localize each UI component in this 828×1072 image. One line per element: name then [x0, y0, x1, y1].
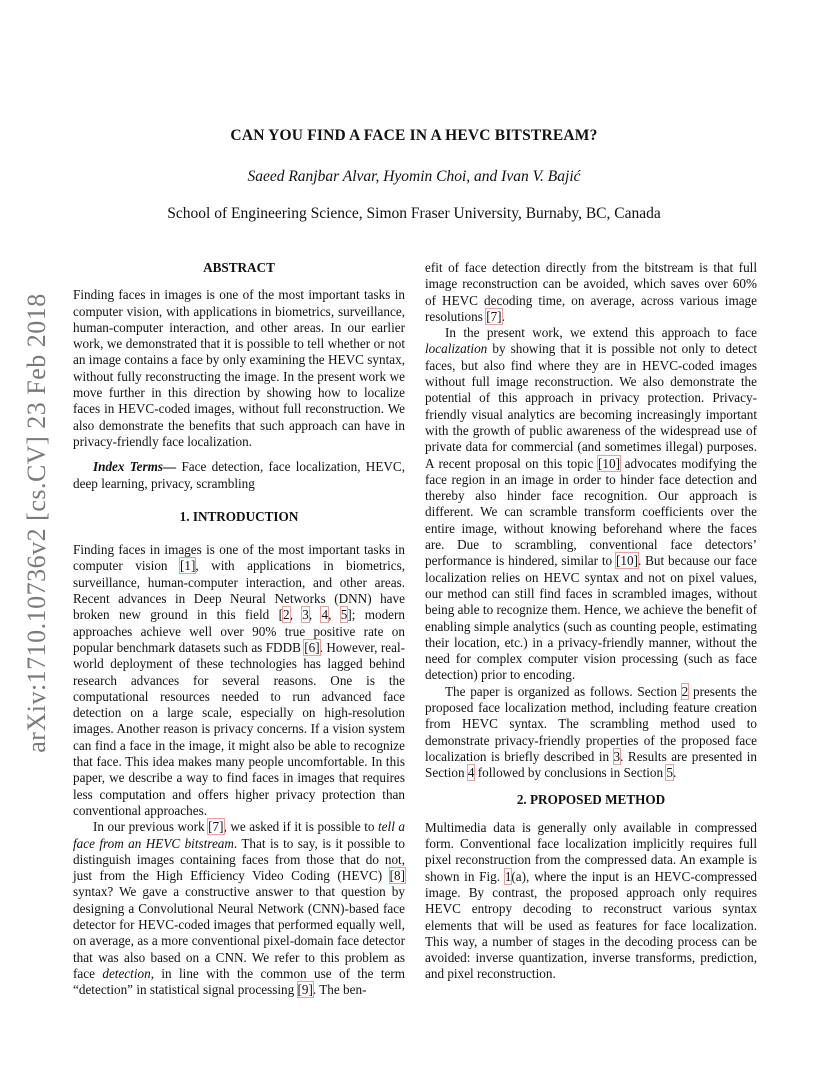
- left-column: [73, 260, 405, 998]
- citation-link[interactable]: [10]: [616, 553, 638, 569]
- citation-link[interactable]: [1]: [180, 558, 196, 574]
- intro-paragraph-3: In the present work, we extend this approach to face localization by showing that it is possible not only to detect faces, but also find where they are in HEVC-coded images without full image reconstruction. We also demonstrate the potential of this approach in privacy protection. Privacy-friendly visual analytics are becoming increasingly important with the growth of public awareness of the widespread use of private data for commercial (and sometimes illegal) purposes. A recent proposal on this topic [10] advocates modifying the face region in an image in order to hinder face detection and thereby also hinder face recognition. Our approach is different. We can scramble transform coefficients over the entire image, without knowing beforehand where the faces are. Due to scrambling, conventional face detectors’ performance is hindered, similar to [10]. But because our face localization relies on HEVC syntax and not on pixel values, our method can still find faces in scrambled images, without being able to recognize them. Hence, we achieve the benefit of enabling simple analytics (such as counting people, estimating their location, etc.) in a privacy-friendly manner, without the need for complex computer vision processing (such as face detection) prior to encoding.: [425, 325, 758, 683]
- citation-link[interactable]: [9]: [297, 982, 313, 998]
- section-link[interactable]: 4: [467, 765, 475, 781]
- arxiv-identifier-text: arXiv:1710.10736v2 [cs.CV] 23 Feb 2018: [22, 293, 52, 753]
- section-link[interactable]: 3: [613, 748, 621, 764]
- arxiv-identifier: [22, 286, 52, 760]
- paper-authors: Saeed Ranjbar Alvar, Hyomin Choi, and Ivan V. Bajić: [247, 168, 581, 185]
- citation-link[interactable]: 4: [321, 607, 329, 623]
- paper-affiliation: School of Engineering Science, Simon Fraser University, Burnaby, BC, Canada: [167, 205, 661, 222]
- citation-link[interactable]: 2: [282, 607, 290, 623]
- citation-link[interactable]: [10]: [598, 455, 620, 471]
- section-link[interactable]: 2: [681, 683, 689, 699]
- introduction-heading: 1. INTRODUCTION: [179, 508, 299, 524]
- citation-link[interactable]: 3: [302, 607, 309, 623]
- citation-link[interactable]: [7]: [208, 819, 224, 835]
- paper-title: CAN YOU FIND A FACE IN A HEVC BITSTREAM?: [230, 127, 598, 144]
- intro-paragraph-4: The paper is organized as follows. Section 2 presents the proposed face localization method, including feature creation from HEVC syntax. The scrambling method used to demonstrate privacy-friendly properties of the proposed face localization is briefly described in 3. Results are presented in Section 4 followed by conclusions in Section 5.: [425, 683, 757, 781]
- citation-link[interactable]: 5: [340, 607, 348, 623]
- method-heading: 2. PROPOSED METHOD: [516, 791, 666, 807]
- index-terms-text: Face detection, face localization, HEVC, deep learning, privacy, scrambling: [73, 459, 405, 491]
- abstract-text: Finding faces in images is one of the most important tasks in computer vision, with applications in biometrics, surveillance, human-computer interaction, and other areas. In our earlier work, we demonstrated that it is possible to tell whether or not an image contains a face by only examining the HEVC syntax, without fully reconstructing the image. In the present work we move further in this direction by showing how to localize faces in HEVC-coded images, without full reconstruction. We also demonstrate the benefits that such approach can have in privacy-friendly face localization.: [73, 287, 405, 449]
- citation-link[interactable]: [6]: [304, 639, 320, 655]
- index-terms-label: Index Terms—: [93, 459, 177, 475]
- index-terms: [73, 459, 405, 492]
- right-column: [425, 260, 757, 983]
- abstract-heading: ABSTRACT: [203, 260, 275, 275]
- section-link[interactable]: 5: [666, 765, 673, 781]
- citation-link[interactable]: [7]: [486, 308, 502, 324]
- intro-paragraph-2-continued: efit of face detection directly from the bitstream is that full image reconstruction can be avoided, which saves over 60% of HEVC decoding time, on average, across various image resolutions [7].: [425, 260, 757, 324]
- citation-link[interactable]: [8]: [389, 868, 405, 884]
- figure-link[interactable]: 1: [504, 868, 512, 884]
- intro-paragraph-1: Finding faces in images is one of the most important tasks in computer vision [1], with applications in biometrics, surveillance, human-computer interaction, and other areas. Recent advances in Deep Neural Networks (DNN) have broken new ground in this field [2, 3, 4, 5]; modern approaches achieve well over 90% true positive rate on popular benchmark datasets such as FDDB [6]. However, real-world deployment of these technologies has lagged behind research advances for several reasons. One is the computational resources needed to run advanced face detection on a large scale, especially on high-resolution images. Another reason is privacy concerns. If a vision system can find a face in the image, it might also be able to recognize that face. This idea makes many people uncomfortable. In this paper, we describe a way to find faces in images that requires less computation and offers higher privacy protection than conventional approaches.: [73, 542, 406, 818]
- intro-paragraph-2: In our previous work [7], we asked if it is possible to tell a face from an HEVC bitstream. That is to say, is it possible to distinguish images containing faces from those that do not, just from the High Efficiency Video Coding (HEVC) [8] syntax? We gave a constructive answer to that question by designing a Convolutional Neural Network (CNN)-based face detector for HEVC-coded images that performed equally well, on average, as a more conventional pixel-domain face detector that was also based on a CNN. We refer to this problem as face detection, in line with the common use of the term “detection” in statistical signal processing [9]. The ben-: [73, 819, 405, 998]
- method-paragraph-1: Multimedia data is generally only available in compressed form. Conventional face localization implicitly requires full pixel reconstruction from the compressed data. An example is shown in Fig. 1(a), where the input is an HEVC-compressed image. By contrast, the proposed approach only requires HEVC entropy decoding to reconstruct various syntax elements that will be used as features for face localization. This way, a number of stages in the decoding process can be avoided: inverse quantization, inverse transforms, prediction, and pixel reconstruction.: [425, 819, 757, 982]
